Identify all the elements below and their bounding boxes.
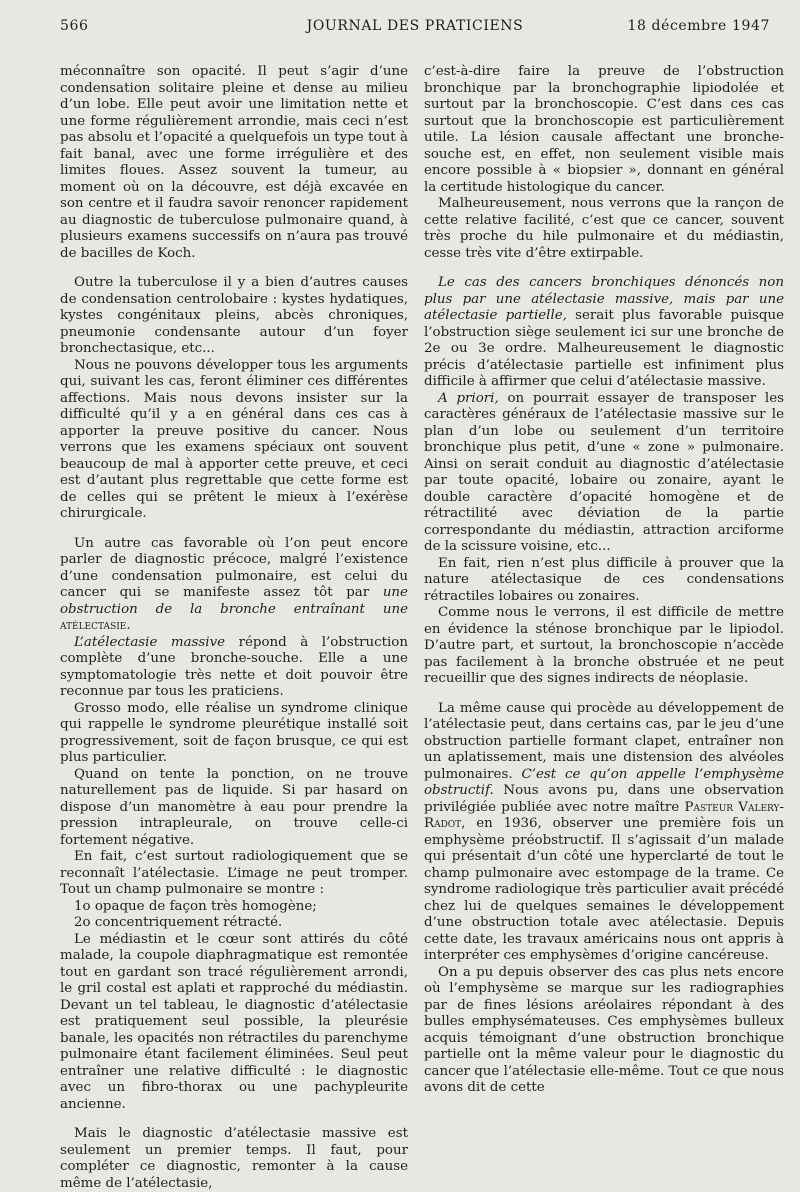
paragraph: On a pu depuis observer des cas plus nets encore où l’emphysème se marque sur les radiographies par de fines lésions aréolaires répondant à des bulles emphysémateuses. Ces emphysèmes bulleux acquis témoignant d’une obstruction bronchique partielle ont la même valeur pour le diagnostic du cancer que l’atélectasie elle-même. Tout ce que nous avons dit de cette [424,964,784,1095]
right-column [424,64,784,1097]
paragraph: Comme nous le verrons, il est difficile de mettre en évidence la sténose bronchique par le lipiodol. D’autre part, et surtout, la bronchoscopie n’accède pas facilement à la bronche obstruée et ne peut recueillir que des signes indirects de néoplasie. [424,605,784,686]
journal-title: JOURNAL DES PRATICIENS [306,18,524,34]
paragraph: En fait, rien n’est plus difficile à prouver que la nature atélectasique de ces condensations rétractiles lobaires ou zonaires. [424,555,784,604]
paragraph: En fait, c’est surtout radiologiquement que se reconnaît l’atélectasie. L’image ne peut tromper. Tout un champ pulmonaire se montre : [60,849,408,897]
issue-date: 18 décembre 1947 [627,18,770,34]
page-header [60,18,770,40]
page-number: 566 [60,18,89,34]
list-item: 2o concentriquement rétracté. [74,915,283,930]
paragraph: Outre la tuberculose il y a bien d’autres causes de condensation centrolobaire : kystes hydatiques, kystes congénitaux pleins, abcès chroniques, pneumonie condensante autour d’un foyer bronchectasique, etc... [60,275,408,356]
paragraph: c’est-à-dire faire la preuve de l’obstruction bronchique par la bronchographie lipiodolée et surtout par la bronchoscopie. C’est dans ces cas surtout que la bronchoscopie est particulièrement utile. La lésion causale affectant une bronche-souche est, en effet, non seulement visible mais encore possible à « biopsier », donnant en général la certitude histologique du cancer. [424,64,784,195]
paragraph: Malheureusement, nous verrons que la rançon de cette relative facilité, c’est que ce cancer, souvent très proche du hile pulmonaire et du médiastin, cesse très vite d’être extirpable. [424,196,784,261]
paragraph: Le médiastin et le cœur sont attirés du côté malade, la coupole diaphragmatique est remontée tout en gardant son tracé régulièrement arrondi, le gril costal est aplati et rapproché du médiastin. Devant un tel tableau, le diagnostic d’atélectasie est pratiquement seul possible, la pleurésie banale, les opacités non rétractiles du parenchyme pulmonaire étant facilement éliminées. Seul peut entraîner une relative difficulté : le diagnostic avec un fibro-thorax ou une pachypleurite ancienne. [60,931,408,1112]
paragraph: Le cas des cancers bronchiques dénoncés non plus par une atélectasie massive, mais par une atélectasie partielle, serait plus favorable puisque l’obstruction siège seulement ici sur une bronche de 2e ou 3e ordre. Malheureusement le diagnostic précis d’atélectasie partielle est infiniment plus difficile à affirmer que celui d’atélectasie massive. [424,275,784,389]
paragraph: Grosso modo, elle réalise un syndrome clinique qui rappelle le syndrome pleurétique installé soit progressivement, soit de façon brusque, ce qui est plus particulier. [60,700,408,765]
paragraph: Un autre cas favorable où l’on peut encore parler de diagnostic précoce, malgré l’existence d’une condensation pulmonaire, est celui du cancer qui se manifeste assez tôt par une obstruction de la bronche entraînant une atélectasie. [60,535,408,633]
paragraph: A priori, on pourrait essayer de transposer les caractères généraux de l’atélectasie massive sur le plan d’un lobe ou seulement d’un territoire bronchique plus petit, d’une « zone » pulmonaire. Ainsi on serait conduit au diagnostic d’atélectasie par toute opacité, lobaire ou zonaire, ayant le double caractère d’opacité homogène et de rétractilité avec déviation de la partie correspondante du médiastin, attraction arciforme de la scissure voisine, etc... [424,390,784,554]
paragraph: Nous ne pouvons développer tous les arguments qui, suivant les cas, feront éliminer ces différentes affections. Mais nous devons insister sur la difficulté qu’il y a en général dans ces cas à apporter la preuve positive du cancer. Nous verrons que les examens spéciaux ont souvent beaucoup de mal à apporter cette preuve, et ceci est d’autant plus regrettable que cette forme est de celles qui se prêtent le mieux à l’exérèse chirurgicale. [60,357,408,521]
paragraph: Quand on tente la ponction, on ne trouve naturellement pas de liquide. Si par hasard on dispose d’un manomètre à eau pour prendre la pression intrapleurale, on trouve celle-ci fortement négative. [60,766,408,848]
list-item: 1o opaque de façon très homogène; [74,898,317,914]
paragraph: La même cause qui procède au développement de l’atélectasie peut, dans certains cas, par le jeu d’une obstruction partielle formant clapet, entraîner non un aplatissement, mais une distension des alvéoles pulmonaires. C’est ce qu’on appelle l’emphysème obstructif. Nous avons pu, dans une observation privilégiée publiée avec notre maître Pasteur Valery-Radot, en 1936, observer une première fois un emphysème préobstructif. Il s’agissait d’un malade qui présentait d’un côté une hyperclarté de tout le champ pulmonaire avec estompage de la trame. Ce syndrome radiologique très particulier avait précédé chez lui de quelques semaines le développement d’une obstruction totale avec atélectasie. Depuis cette date, les travaux américains nous ont appris à interpréter ces emphysèmes d’origine cancéreuse. [424,700,785,963]
paragraph: L’atélectasie massive répond à l’obstruction complète d’une bronche-souche. Elle a une symptomatologie très nette et doit pouvoir être reconnue par tous les praticiens. [60,634,408,699]
left-column [60,64,408,1192]
paragraph: méconnaître son opacité. Il peut s’agir d’une condensation solitaire pleine et dense au milieu d’un lobe. Elle peut avoir une limitation nette et une forme régulièrement arrondie, mais ceci n’est pas absolu et l’opacité a quelquefois un type tout à fait banal, avec une forme irrégulière et des limites floues. Assez souvent la tumeur, au moment où on la découvre, est déjà excavée en son centre et il faudra savoir renoncer rapidement au diagnostic de tuberculose pulmonaire quand, à plusieurs examens successifs on n’aura pas trouvé de bacilles de Koch. [60,64,408,261]
paragraph: Mais le diagnostic d’atélectasie massive est seulement un premier temps. Il faut, pour compléter ce diagnostic, remonter à la cause même de l’atélectasie, [60,1126,408,1191]
